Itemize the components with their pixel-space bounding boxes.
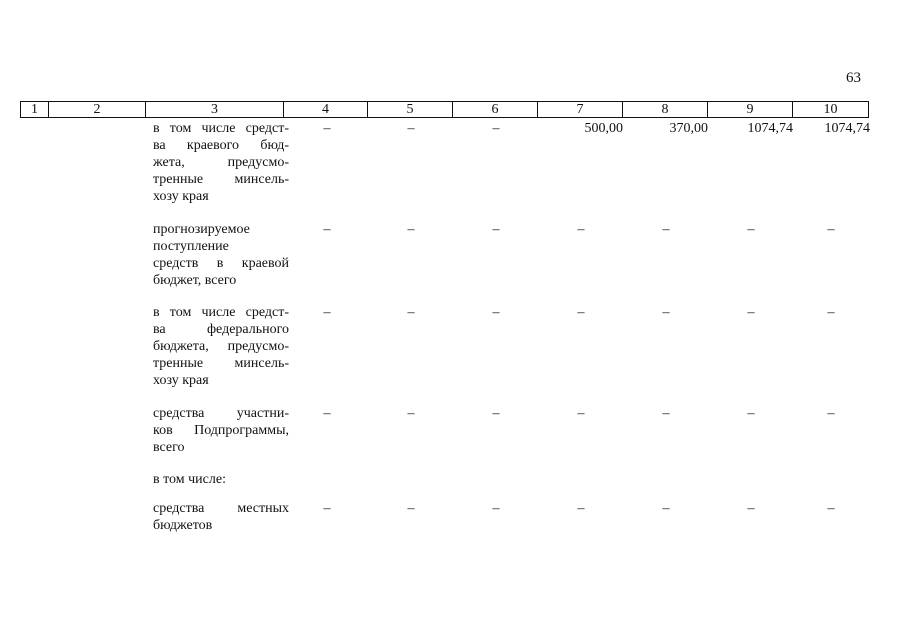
cell-col-7: –	[577, 305, 585, 320]
row-description	[153, 304, 289, 389]
cell-col-10: –	[827, 222, 835, 237]
description-line: поступление	[153, 239, 229, 254]
description-line: тренные минсель-	[153, 356, 289, 371]
description-line: жета, предусмо-	[153, 155, 289, 170]
cell-col-4: –	[323, 501, 331, 516]
row-description	[153, 405, 289, 456]
description-line: в том числе средст-	[153, 305, 289, 320]
header-col-1: 1	[21, 102, 49, 118]
cell-col-6: –	[492, 305, 500, 320]
description-line: ков Подпрограммы,	[153, 423, 289, 438]
row-description	[153, 120, 289, 205]
cell-col-4: –	[323, 121, 331, 136]
row-description	[153, 500, 289, 534]
description-line: прогнозируемое	[153, 222, 250, 237]
description-line: хозу края	[153, 373, 209, 388]
cell-col-5: –	[407, 305, 415, 320]
description-line: тренные минсель-	[153, 172, 289, 187]
cell-col-8: –	[662, 501, 670, 516]
header-col-4: 4	[284, 102, 368, 118]
cell-col-10: –	[827, 305, 835, 320]
row-description	[153, 471, 289, 488]
description-line: ва федерального	[153, 322, 289, 337]
header-col-5: 5	[368, 102, 453, 118]
cell-col-5: –	[407, 222, 415, 237]
cell-col-5: –	[407, 121, 415, 136]
description-line: бюджетов	[153, 518, 213, 533]
header-col-3: 3	[146, 102, 284, 118]
cell-col-4: –	[323, 222, 331, 237]
cell-col-8: –	[662, 222, 670, 237]
header-col-10: 10	[793, 102, 869, 118]
cell-col-6: –	[492, 501, 500, 516]
cell-col-6: –	[492, 406, 500, 421]
cell-col-9: –	[747, 305, 755, 320]
cell-col-6: –	[492, 121, 500, 136]
cell-col-8: –	[662, 406, 670, 421]
page-number: 63	[846, 70, 861, 86]
cell-col-7: 500,00	[584, 121, 623, 136]
description-line: ва краевого бюд-	[153, 138, 289, 153]
cell-col-4: –	[323, 406, 331, 421]
description-line: в том числе средст-	[153, 121, 289, 136]
cell-col-5: –	[407, 501, 415, 516]
cell-col-9: –	[747, 406, 755, 421]
header-col-6: 6	[453, 102, 538, 118]
cell-col-8: 370,00	[669, 121, 708, 136]
cell-col-9: –	[747, 222, 755, 237]
description-line: всего	[153, 440, 185, 455]
header-col-9: 9	[708, 102, 793, 118]
description-line: средств в краевой	[153, 256, 289, 271]
header-col-7: 7	[538, 102, 623, 118]
cell-col-8: –	[662, 305, 670, 320]
cell-col-9: –	[747, 501, 755, 516]
cell-col-10: –	[827, 501, 835, 516]
cell-col-9: 1074,74	[747, 121, 793, 136]
description-line: средства участни-	[153, 406, 289, 421]
cell-col-7: –	[577, 222, 585, 237]
cell-col-7: –	[577, 406, 585, 421]
description-line: хозу края	[153, 189, 209, 204]
cell-col-5: –	[407, 406, 415, 421]
cell-col-10: –	[827, 406, 835, 421]
description-line: бюджета, предусмо-	[153, 339, 289, 354]
header-col-2: 2	[49, 102, 146, 118]
description-line: средства местных	[153, 501, 289, 516]
cell-col-6: –	[492, 222, 500, 237]
description-line: бюджет, всего	[153, 273, 237, 288]
cell-col-7: –	[577, 501, 585, 516]
cell-col-10: 1074,74	[824, 121, 870, 136]
header-col-8: 8	[623, 102, 708, 118]
description-line: в том числе:	[153, 472, 226, 487]
cell-col-4: –	[323, 305, 331, 320]
row-description	[153, 221, 289, 289]
column-header-row	[20, 101, 869, 118]
